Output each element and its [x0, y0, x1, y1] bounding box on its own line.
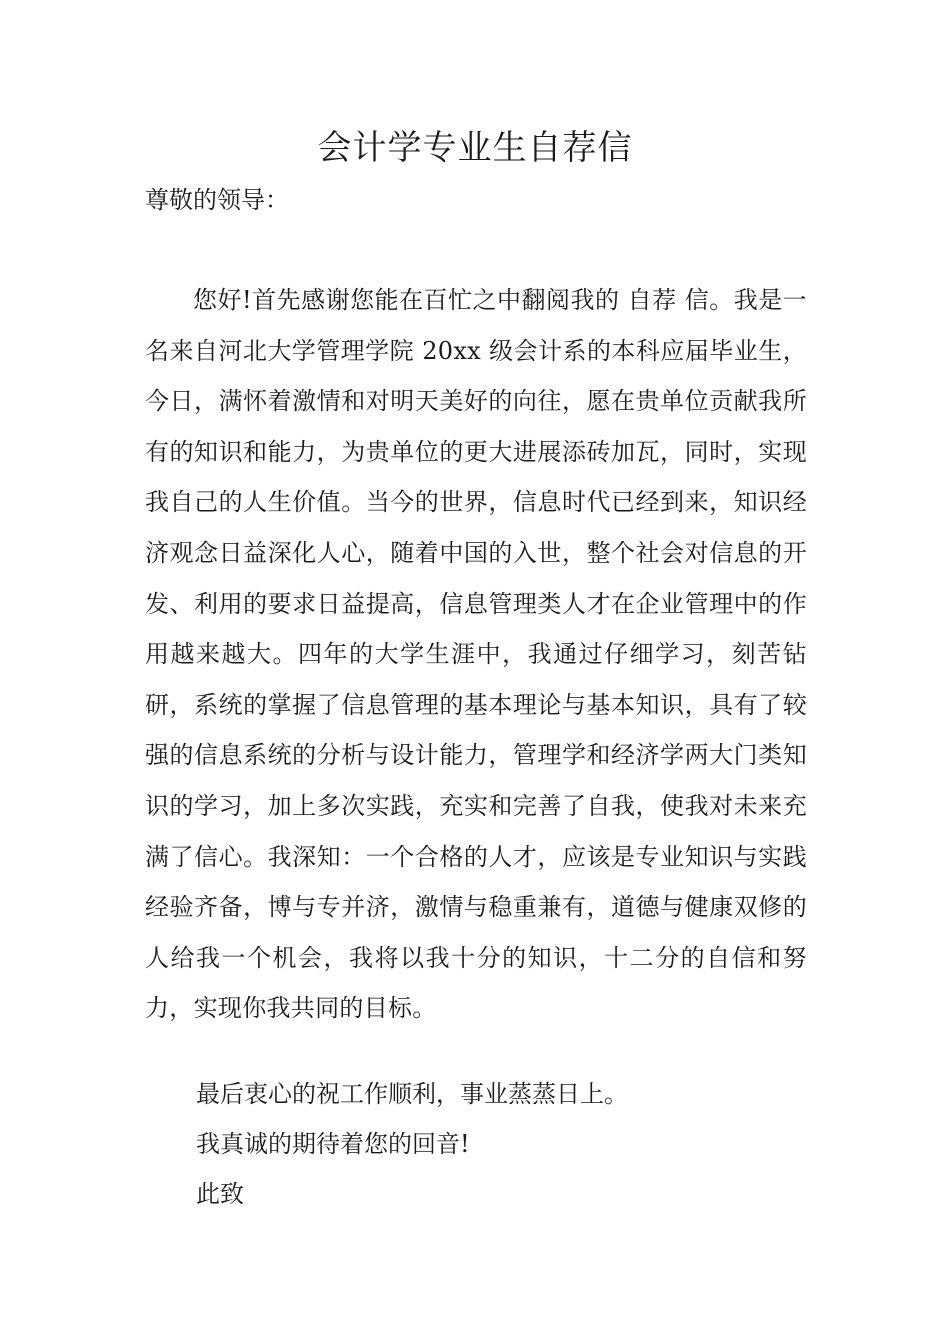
closing-expect: 我真诚的期待着您的回音!: [196, 1130, 470, 1158]
body-paragraph: 您好!首先感谢您能在百忙之中翻阅我的 自荐 信。我是一名来自河北大学管理学院 20xx 级会计系的本科应届毕业生，今日，满怀着激情和对明天美好的向往，愿在贵单位贡献我所有的知识和能力，为贵单位的更大进展添砖加瓦，同时，实现我自己的人生价值。当今的世界，信息时代已经到来，知识经济观念日益深化人心，随着中国的入世，整个社会对信息的开发、利用的要求日益提高，信息管理类人才在企业管理中的作用越来越大。四年的大学生涯中，我通过仔细学习，刻苦钻研，系统的掌握了信息管理的基本理论与基本知识，具有了较强的信息系统的分析与设计能力，管理学和经济学两大门类知识的学习，加上多次实践，充实和完善了自我，使我对未来充满了信心。我深知：一个合格的人才，应该是专业知识与实践经验齐备，博与专并济，激情与稳重兼有，道德与健康双修的人给我一个机会，我将以我十分的知识，十二分的自信和努力，实现你我共同的目标。: [145, 286, 807, 1023]
closing-regards: 此致: [196, 1180, 244, 1208]
document-title: 会计学专业生自荐信: [317, 128, 633, 168]
salutation: 尊敬的领导：: [145, 186, 289, 214]
closing-wish: 最后衷心的祝工作顺利，事业蒸蒸日上。: [196, 1080, 628, 1108]
